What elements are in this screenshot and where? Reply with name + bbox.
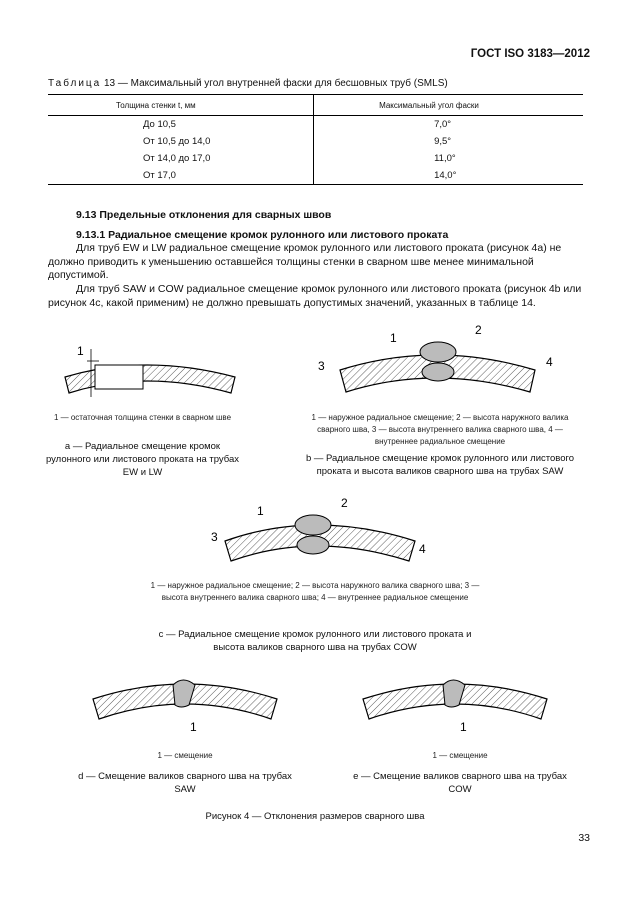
svg-text:1: 1 bbox=[390, 331, 397, 345]
figure-c-legend: 1 — наружное радиальное смещение; 2 — высота наружного валика сварного шва; 3 — высота внутреннего валика сварного шва; 4 — внутреннее радиальное смещение bbox=[150, 581, 480, 602]
svg-text:1: 1 bbox=[460, 720, 467, 734]
figure-e-caption: e — Смещение валиков сварного шва на трубах COW bbox=[353, 771, 567, 795]
figure-a-caption: a — Радиальное смещение кромок рулонного или листового проката на трубах EW и LW bbox=[45, 441, 240, 478]
paragraph-2: Для труб SAW и COW радиальное смещение кромок рулонного или листового проката (рисунок 4b или рисунок 4c, какой применим) не должно превышать допустимых значений, указанных в таблице 14. bbox=[48, 283, 582, 309]
section-heading: 9.13 Предельные отклонения для сварных швов bbox=[76, 209, 332, 221]
figure-d-drawing bbox=[85, 665, 285, 735]
subsection-heading: 9.13.1 Радиальное смещение кромок рулонного или листового проката bbox=[76, 229, 449, 241]
page-number: 33 bbox=[578, 832, 590, 844]
figure-b-drawing bbox=[310, 320, 570, 410]
standard-header: ГОСТ ISO 3183—2012 bbox=[470, 48, 590, 60]
figure-b-legend: 1 — наружное радиальное смещение; 2 — высота наружного валика сварного шва, 3 — высота внутреннего валика сварного шва, 4 — внутреннее радиальное смещение bbox=[311, 413, 569, 446]
table-caption: Таблица 13 — Максимальный угол внутренней фаски для бесшовных труб (SMLS) bbox=[48, 78, 448, 89]
figure-a-legend: 1 — остаточная толщина стенки в сварном шве bbox=[53, 413, 232, 422]
figure-d-legend: 1 — смещение bbox=[157, 751, 213, 760]
figure-c-drawing bbox=[205, 495, 435, 575]
figure-e-legend: 1 — смещение bbox=[432, 751, 488, 760]
table-row: От 14,0 до 17,0 11,0° bbox=[48, 150, 583, 167]
svg-text:3: 3 bbox=[318, 359, 325, 373]
figure-b-caption: b — Радиальное смещение кромок рулонного или листового проката и высота валиков сварного шва на трубах SAW bbox=[305, 453, 575, 477]
col-thickness-header: Толщина стенки t, мм bbox=[48, 95, 314, 116]
col-angle-header: Максимальный угол фаски bbox=[314, 95, 583, 116]
table-row: До 10,5 7,0° bbox=[48, 116, 583, 134]
paragraph-1: Для труб EW и LW радиальное смещение кромок рулонного или листового проката (рисунок 4a) не должно приводить к уменьшению оставшейся толщины стенки в сварном шве менее минимальной допустимой. bbox=[48, 242, 562, 281]
svg-text:4: 4 bbox=[419, 542, 426, 556]
table-13 bbox=[48, 94, 583, 185]
table-row: От 10,5 до 14,0 9,5° bbox=[48, 133, 583, 150]
svg-text:1: 1 bbox=[77, 344, 84, 358]
figure-title: Рисунок 4 — Отклонения размеров сварного шва bbox=[205, 811, 425, 822]
table-row: От 17,0 14,0° bbox=[48, 167, 583, 185]
svg-text:2: 2 bbox=[341, 496, 348, 510]
figure-e-drawing bbox=[355, 665, 555, 735]
svg-text:3: 3 bbox=[211, 530, 218, 544]
svg-text:2: 2 bbox=[475, 323, 482, 337]
svg-text:1: 1 bbox=[190, 720, 197, 734]
figure-c-caption: c — Радиальное смещение кромок рулонного или листового проката и высота валиков сварного шва на трубах COW bbox=[158, 629, 472, 653]
figure-a-drawing bbox=[55, 335, 255, 405]
figure-d-caption: d — Смещение валиков сварного шва на трубах SAW bbox=[78, 771, 292, 795]
svg-text:4: 4 bbox=[546, 355, 553, 369]
svg-text:1: 1 bbox=[257, 504, 264, 518]
